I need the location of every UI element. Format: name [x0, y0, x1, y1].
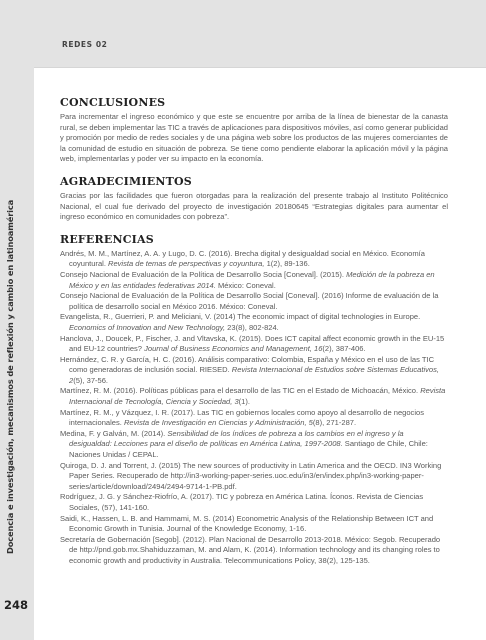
reference-item: Martínez, R. M., y Vázquez, I. R. (2017). Las TIC en gobiernos locales como apoyo al desarrollo de negocios internacionales. Revista de Investigación en Ciencias y Administración, 5(8), 271-287.: [60, 407, 424, 428]
reference-list: [60, 249, 448, 567]
reference-item: Saidi, K., Hassen, L. B. and Hammami, M. S. (2014) Econometric Analysis of the Relationship Between ICT and Economic Growth in Tunisia. Journal of the Knowledge Economy, 1-16.: [60, 513, 434, 534]
running-header: [0, 0, 486, 68]
section-referencias: [60, 233, 448, 567]
section-heading-referencias: REFERENCIAS: [60, 232, 154, 246]
reference-item: Consejo Nacional de Evaluación de la Política de Desarrollo Socia [Coneval]. (2015). Medición de la pobreza en México y en las entidades federativas 2014. México: Coneval.: [60, 269, 435, 290]
section-heading-conclusiones: CONCLUSIONES: [60, 96, 166, 109]
running-header-label: REDES 02: [62, 40, 108, 49]
side-margin-band: [0, 67, 34, 640]
reference-item: Martínez, R. M. (2016). Políticas públicas para el desarrollo de las TIC en el Estado de Michoacán, México. Revista Internacional de Tecnología, Ciencia y Sociedad, 3(1).: [60, 386, 446, 407]
reference-item: Medina, F. y Galván, M. (2014). Sensibilidad de los índices de pobreza a los cambios en el ingreso y la desigualdad: Lecciones para el diseño de políticas en América Latina, 1997-2008. Santiago de Chile, Chile: Naciones Unidas / CEPAL.: [60, 428, 428, 460]
reference-item: Hernández, C. R. y García, H. C. (2016). Análisis comparativo: Colombia, España y México en el uso de las TIC como generadoras de inclusión social. RIESED. Revista Internacional de Estudios sobre Sistemas Educativos, 2(5), 37-56.: [60, 354, 439, 385]
reference-item: Rodríguez, J. G. y Sánchez-Riofrío, A. (2017). TIC y pobreza en América Latina. Íconos. Revista de Ciencias Sociales, (57), 141-160.: [60, 492, 424, 512]
section-conclusiones: [60, 96, 448, 165]
section-heading-agradecimientos: AGRADECIMIENTOS: [60, 174, 192, 188]
side-running-title: Docencia e investigación, mecanismos de reflexión y cambio en latinoamérica: [5, 199, 15, 554]
reference-item: Evangelista, R., Guerrieri, P. and Meliciani, V. (2014) The economic impact of digital technologies in Europe. Economics of Innovation and New Technology, 23(8), 802-824.: [60, 312, 421, 332]
page-number: 248: [4, 598, 29, 612]
section-agradecimientos: [60, 175, 448, 223]
conclusiones-paragraph: Para incrementar el ingreso económico y que este se encuentre por arriba de la línea de bienestar de la canasta rural, se deben implementar las TIC a través de aplicaciones para dispositivos móviles, así como generar publicidad y promoción por medio de redes sociales y de una página web sobre los productos de las mujeres comerciantes de la comunidad de estudio en situación de pobreza. Se tiene como pendiente elaborar la aplicación móvil y la página web, implementarlas y poder ver su impacto en la economía.: [60, 112, 448, 164]
main-content: [60, 96, 448, 577]
reference-item: Secretaría de Gobernación [Segob]. (2012). Plan Nacional de Desarrollo 2013-2018. México: Segob. Recuperado de http://pnd.gob.mx.Shahiduzzaman, M. and Alam, K. (2014). Information technology and its changing roles to economic growth and productivity in Australia. Telecommunications Policy, 38(2), 125-135.: [60, 534, 441, 565]
agradecimientos-paragraph: Gracias por las facilidades que fueron otorgadas para la realización del presente trabajo al Instituto Politécnico Nacional, el cual fue derivado del proyecto de investigación 20180645 “Estrategias digitales para aumentar el ingreso económico en comunidades con pobreza”.: [60, 190, 448, 222]
reference-item: Quiroga, D. J. and Torrent, J. (2015) The new sources of productivity in Latin America and the OECD. IN3 Working Paper Series. Recuperado de http://in3-working-paper-series.uoc.edu/in3/en/index.php/in3-working-paper-series/article/download/2494/2494-9714-1-PB.pdf.: [60, 460, 442, 491]
reference-item: Andrés, M. M., Martínez, A. A. y Lugo, D. C. (2016). Brecha digital y desigualdad social en México. Economía coyuntural. Revista de temas de perspectivas y coyuntura, 1(2), 89-136.: [60, 248, 425, 269]
reference-item: Hanclova, J., Doucek, P., Fischer, J. and Vltavska, K. (2015). Does ICT capital affect economic growth in the EU-15 and EU-12 countries? Journal of Business Economics and Management, 16(2), 387-406.: [60, 333, 445, 354]
reference-item: Consejo Nacional de Evaluación de la Política de Desarrollo Social [Coneval]. (2016) Informe de evaluación de la política de desarrollo social en México 2016. México: Coneval.: [60, 291, 439, 311]
